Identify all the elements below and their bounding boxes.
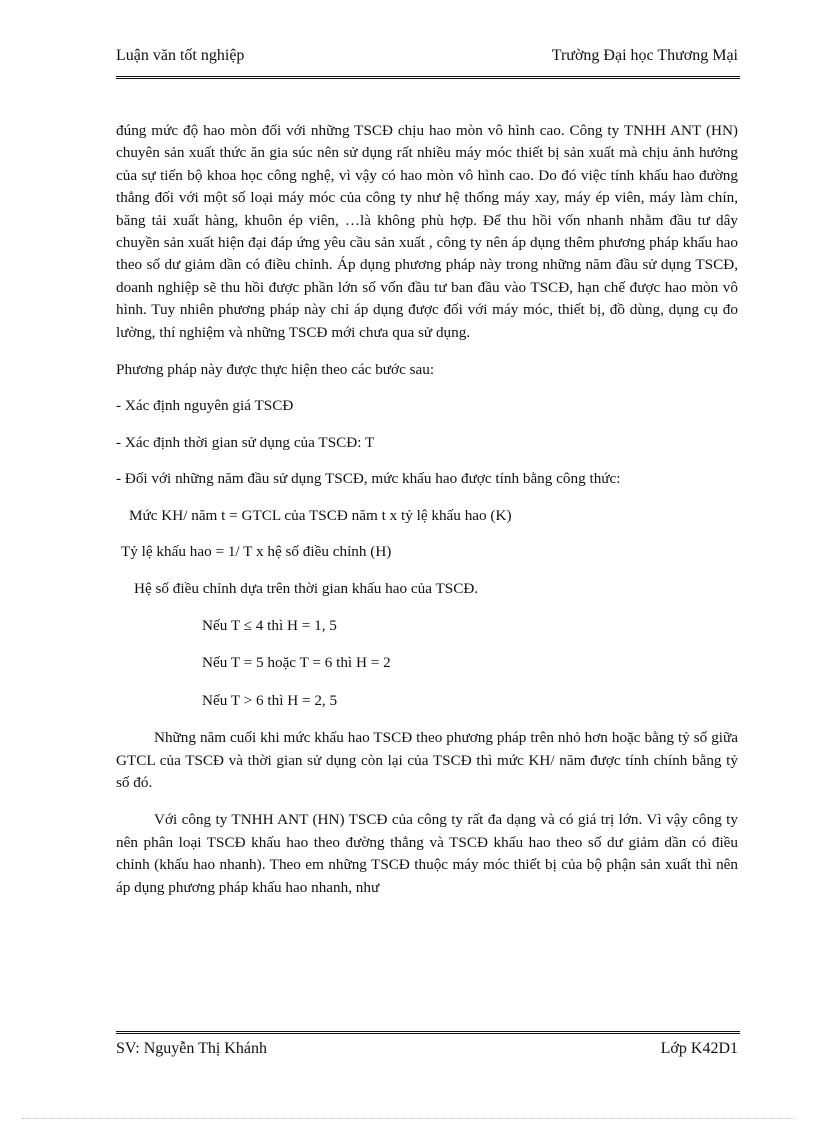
case-t-le-4: Nếu T ≤ 4 thì H = 1, 5 <box>202 616 337 634</box>
page-footer <box>116 1040 738 1066</box>
paragraph-company-recommendation: Với công ty TNHH ANT (HN) TSCĐ của công ty rất đa dạng và có giá trị lớn. Vì vậy công ty nên phân loại TSCĐ khấu hao theo đường thẳng và TSCĐ khấu hao theo số dư giảm dần có điều chỉnh (khấu hao nhanh). Theo em những TSCĐ thuộc máy móc thiết bị của bộ phận sản xuất thì nên áp dụng phương pháp khấu hao nhanh, như <box>116 811 738 896</box>
case-t-5-or-6: Nếu T = 5 hoặc T = 6 thì H = 2 <box>202 654 391 672</box>
step-3: - Đối với những năm đầu sử dụng TSCĐ, mức khấu hao được tính bằng công thức: <box>116 470 621 488</box>
paragraph-depreciation-intro: đúng mức độ hao mòn đối với những TSCĐ chịu hao mòn vô hình cao. Công ty TNHH ANT (HN) chuyên sản xuất thức ăn gia súc nên sử dụng rất nhiều máy móc thiết bị sản xuất mà chịu ảnh hưởng của sự tiến bộ khoa học công nghệ, vì vậy có hao mòn vô hình cao. Do đó việc tính khấu hao đường thẳng đối với một số loại máy móc của công ty như hệ thống máy xay, máy ép viên, máy làm chín, băng tải xuất hàng, khuôn ép viên, …là không phù hợp. Để thu hồi vốn nhanh nhằm đầu tư dây chuyền sản xuất hiện đại đáp ứng yêu cầu sản xuất , công ty nên áp dụng thêm phương pháp khấu hao theo số dư giảm dần có điều chỉnh. Áp dụng phương pháp này trong những năm đầu sử dụng TSCĐ, doanh nghiệp sẽ thu hồi được phần lớn số vốn đầu tư ban đầu vào TSCĐ, hạn chế được hao mòn vô hình. Tuy nhiên phương pháp này chỉ áp dụng được đối với máy móc, thiết bị, đồ dùng, dụng cụ đo lường, thí nghiệm và những TSCĐ mới chưa qua sử dụng. <box>116 122 738 341</box>
page-header <box>116 47 738 73</box>
step-1: - Xác định nguyên giá TSCĐ <box>116 397 294 415</box>
footer-divider <box>116 1031 740 1034</box>
page-body <box>116 120 738 899</box>
header-thesis-label: Luận văn tốt nghiệp <box>116 47 245 64</box>
header-university-label: Trường Đại học Thương Mại <box>551 47 738 64</box>
footer-student-name: SV: Nguyễn Thị Khánh <box>116 1040 267 1057</box>
footer-class-code: Lớp K42D1 <box>660 1040 738 1057</box>
formula-depreciation-rate: Tỷ lệ khấu hao = 1/ T x hệ số điều chỉnh (H) <box>121 543 392 561</box>
header-divider <box>116 76 740 79</box>
formula-annual-depreciation: Mức KH/ năm t = GTCL của TSCĐ năm t x tỷ lệ khấu hao (K) <box>129 506 512 524</box>
steps-intro: Phương pháp này được thực hiện theo các bước sau: <box>116 361 435 379</box>
page-bottom-edge <box>22 1118 794 1119</box>
case-t-gt-6: Nếu T > 6 thì H = 2, 5 <box>202 691 338 709</box>
formula-adjustment-factor: Hệ số điều chỉnh dựa trên thời gian khấu hao của TSCĐ. <box>134 579 479 597</box>
step-2: - Xác định thời gian sử dụng của TSCĐ: T <box>116 433 375 451</box>
paragraph-final-years: Những năm cuối khi mức khấu hao TSCĐ theo phương pháp trên nhỏ hơn hoặc bằng tỷ số giữa GTCL của TSCĐ và thời gian sử dụng còn lại của TSCĐ thì mức KH/ năm được tính chính bằng tỷ số đó. <box>116 729 738 791</box>
